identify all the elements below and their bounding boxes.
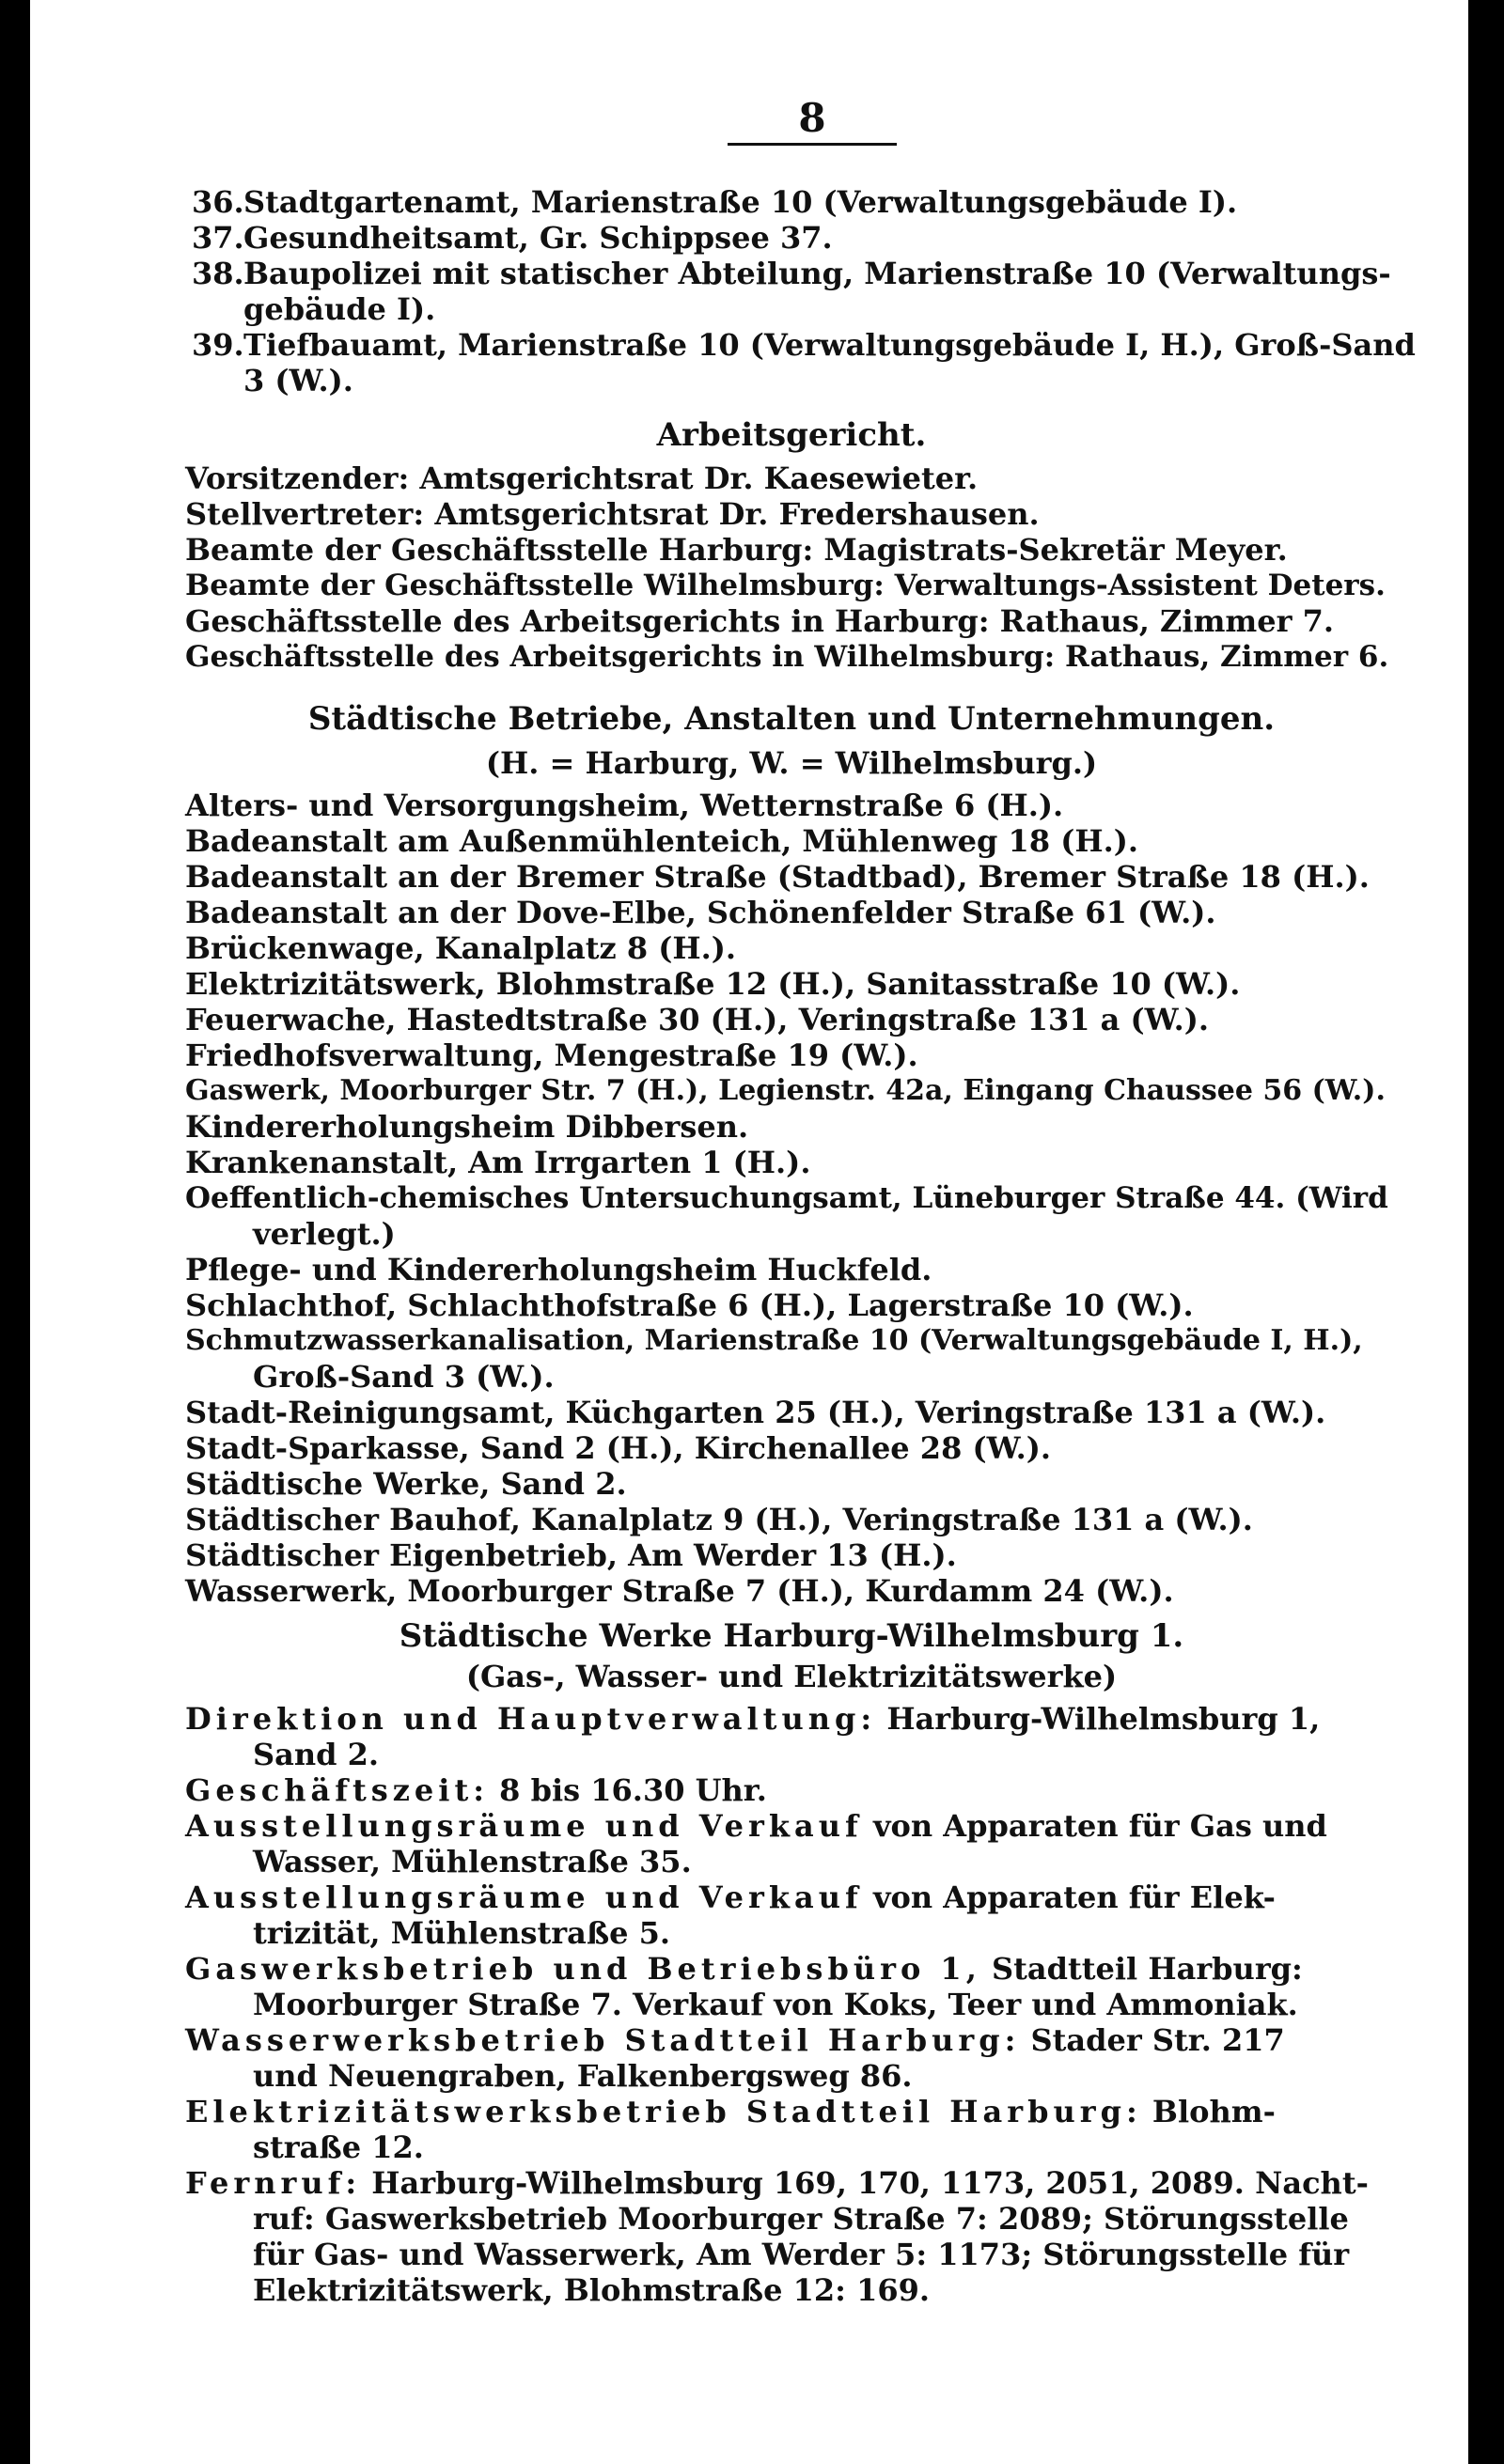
- list-item-36: [192, 184, 1437, 220]
- entry-label: Ausstellungsräume und Verkauf: [185, 1879, 863, 1915]
- section-subheading: (H. = Harburg, W. = Wilhelmsburg.): [485, 745, 1098, 781]
- entry-text: Stader Str. 217: [1020, 2022, 1285, 2058]
- entry-label: Geschäftszeit:: [185, 1772, 490, 1808]
- item-text: Tiefbauamt, Marienstraße 10 (Verwaltungsgebäude I, H.), Groß-Sand 3 (W.).: [243, 327, 1416, 398]
- list-item-continuation: Sand 2.: [253, 1737, 380, 1772]
- list-item: Krankenanstalt, Am Irrgarten 1 (H.).: [185, 1145, 811, 1180]
- entry-text: von Apparaten für Gas und: [862, 1808, 1327, 1844]
- item-text: Gesundheitsamt, Gr. Schippsee 37.: [243, 220, 833, 256]
- list-item: Städtischer Bauhof, Kanalplatz 9 (H.), Veringstraße 131 a (W.).: [185, 1502, 1253, 1537]
- list-item: Schlachthof, Schlachthofstraße 6 (H.), Lagerstraße 10 (W.).: [185, 1287, 1194, 1323]
- entry-text: Harburg-Wilhelmsburg 169, 170, 1173, 2051, 2089. Nacht-: [361, 2165, 1369, 2201]
- text-line: Beamte der Geschäftsstelle Harburg: Magistrats-Sekretär Meyer.: [185, 532, 1288, 568]
- list-item-continuation: straße 12.: [253, 2129, 424, 2165]
- list-item: Alters- und Versorgungsheim, Wetternstraße 6 (H.).: [185, 788, 1064, 823]
- list-item: Kindererholungsheim Dibbersen.: [185, 1109, 749, 1145]
- list-item-37: [192, 220, 1437, 256]
- list-item-38: [192, 256, 1437, 327]
- entry-text: Harburg-Wilhelmsburg 1,: [876, 1701, 1321, 1737]
- item-text: Baupolizei mit statischer Abteilung, Marienstraße 10 (Verwaltungs-gebäude I).: [243, 256, 1391, 327]
- list-item: Friedhofsverwaltung, Mengestraße 19 (W.).: [185, 1037, 918, 1073]
- section-heading-arbeitsgericht: Arbeitsgericht.: [656, 416, 927, 454]
- list-item-continuation: Elektrizitätswerk, Blohmstraße 12: 169.: [253, 2272, 931, 2308]
- werke-entry-wasserwerksbetrieb: [185, 2022, 1398, 2058]
- list-item-continuation: für Gas- und Wasserwerk, Am Werder 5: 1173; Störungsstelle für: [253, 2237, 1350, 2272]
- entry-label: Ausstellungsräume und Verkauf: [185, 1808, 863, 1844]
- list-item: Stadt-Reinigungsamt, Küchgarten 25 (H.), Veringstraße 131 a (W.).: [185, 1395, 1326, 1430]
- werke-entry-geschaeftszeit: [185, 1772, 1398, 1808]
- item-number: 38.: [192, 256, 244, 291]
- text-line: Geschäftsstelle des Arbeitsgerichts in Wilhelmsburg: Rathaus, Zimmer 6.: [185, 640, 1389, 674]
- entry-text: Blohm-: [1141, 2094, 1276, 2129]
- item-text: Stadtgartenamt, Marienstraße 10 (Verwaltungsgebäude I).: [243, 184, 1238, 220]
- werke-entry-gaswerksbetrieb: [185, 1951, 1398, 1987]
- text-line: Vorsitzender: Amtsgerichtsrat Dr. Kaesewieter.: [185, 460, 979, 496]
- list-item: Wasserwerk, Moorburger Straße 7 (H.), Kurdamm 24 (W.).: [185, 1573, 1174, 1609]
- item-number: 37.: [192, 220, 244, 256]
- section-heading-werke: Städtische Werke Harburg-Wilhelmsburg 1.: [399, 1617, 1184, 1655]
- list-item: Badeanstalt an der Bremer Straße (Stadtbad), Bremer Straße 18 (H.).: [185, 859, 1370, 895]
- text-line: Geschäftsstelle des Arbeitsgerichts in Harburg: Rathaus, Zimmer 7.: [185, 603, 1335, 639]
- list-item: Städtischer Eigenbetrieb, Am Werder 13 (H.).: [185, 1537, 957, 1573]
- entry-label: Direktion und Hauptverwaltung:: [185, 1701, 877, 1737]
- list-item-continuation: verlegt.): [253, 1216, 396, 1252]
- entry-text: Stadtteil Harburg:: [980, 1951, 1303, 1987]
- text-line: Stellvertreter: Amtsgerichtsrat Dr. Fredershausen.: [185, 496, 1040, 532]
- list-item: Gaswerk, Moorburger Str. 7 (H.), Legienstr. 42a, Eingang Chaussee 56 (W.).: [185, 1074, 1386, 1107]
- entry-label: Gaswerksbetrieb und Betriebsbüro 1,: [185, 1951, 981, 1987]
- werke-entry-elektrizitaetswerksbetrieb: [185, 2094, 1398, 2129]
- list-item: Feuerwache, Hastedtstraße 30 (H.), Veringstraße 131 a (W.).: [185, 1002, 1210, 1037]
- list-item: Badeanstalt an der Dove-Elbe, Schönenfelder Straße 61 (W.).: [185, 895, 1216, 930]
- list-item-continuation: ruf: Gaswerksbetrieb Moorburger Straße 7: 2089; Störungsstelle: [253, 2201, 1349, 2237]
- text-line: Beamte der Geschäftsstelle Wilhelmsburg: Verwaltungs-Assistent Deters.: [185, 569, 1386, 602]
- entry-text: von Apparaten für Elek-: [862, 1879, 1276, 1915]
- werke-entry-fernruf: [185, 2165, 1398, 2201]
- werke-entry-ausstellung-elektrizitaet: [185, 1879, 1398, 1915]
- list-item: Städtische Werke, Sand 2.: [185, 1466, 627, 1502]
- werke-entry-direktion: [185, 1701, 1398, 1737]
- list-item: Elektrizitätswerk, Blohmstraße 12 (H.), Sanitasstraße 10 (W.).: [185, 966, 1241, 1002]
- list-item-39: [192, 327, 1437, 398]
- list-item-continuation: Wasser, Mühlenstraße 35.: [253, 1844, 692, 1879]
- list-item-continuation: und Neuengraben, Falkenbergsweg 86.: [253, 2058, 913, 2094]
- entry-text: 8 bis 16.30 Uhr.: [489, 1772, 767, 1808]
- list-item: Schmutzwasserkanalisation, Marienstraße 10 (Verwaltungsgebäude I, H.),: [185, 1324, 1363, 1357]
- entry-label: Fernruf:: [185, 2165, 362, 2201]
- list-item: Oeffentlich-chemisches Untersuchungsamt, Lüneburger Straße 44. (Wird: [185, 1181, 1388, 1215]
- section-subheading: (Gas-, Wasser- und Elektrizitätswerke): [465, 1659, 1118, 1694]
- list-item: Badeanstalt am Außenmühlenteich, Mühlenweg 18 (H.).: [185, 823, 1139, 859]
- document-page: [30, 0, 1468, 2464]
- list-item: Stadt-Sparkasse, Sand 2 (H.), Kirchenallee 28 (W.).: [185, 1430, 1051, 1466]
- item-number: 39.: [192, 327, 244, 363]
- item-number: 36.: [192, 184, 244, 220]
- page-number: 8: [728, 94, 897, 146]
- list-item: Brückenwage, Kanalplatz 8 (H.).: [185, 930, 737, 966]
- list-item: Pflege- und Kindererholungsheim Huckfeld.: [185, 1252, 932, 1287]
- section-heading-betriebe: Städtische Betriebe, Anstalten und Unternehmungen.: [307, 700, 1276, 738]
- entry-label: Wasserwerksbetrieb Stadtteil Harburg:: [185, 2022, 1021, 2058]
- list-item-continuation: Moorburger Straße 7. Verkauf von Koks, Teer und Ammoniak.: [253, 1987, 1298, 2022]
- entry-label: Elektrizitätswerksbetrieb Stadtteil Harburg:: [185, 2094, 1142, 2129]
- werke-entry-ausstellung-gas: [185, 1808, 1398, 1844]
- list-item-continuation: trizität, Mühlenstraße 5.: [253, 1915, 671, 1951]
- list-item-continuation: Groß-Sand 3 (W.).: [253, 1359, 555, 1395]
